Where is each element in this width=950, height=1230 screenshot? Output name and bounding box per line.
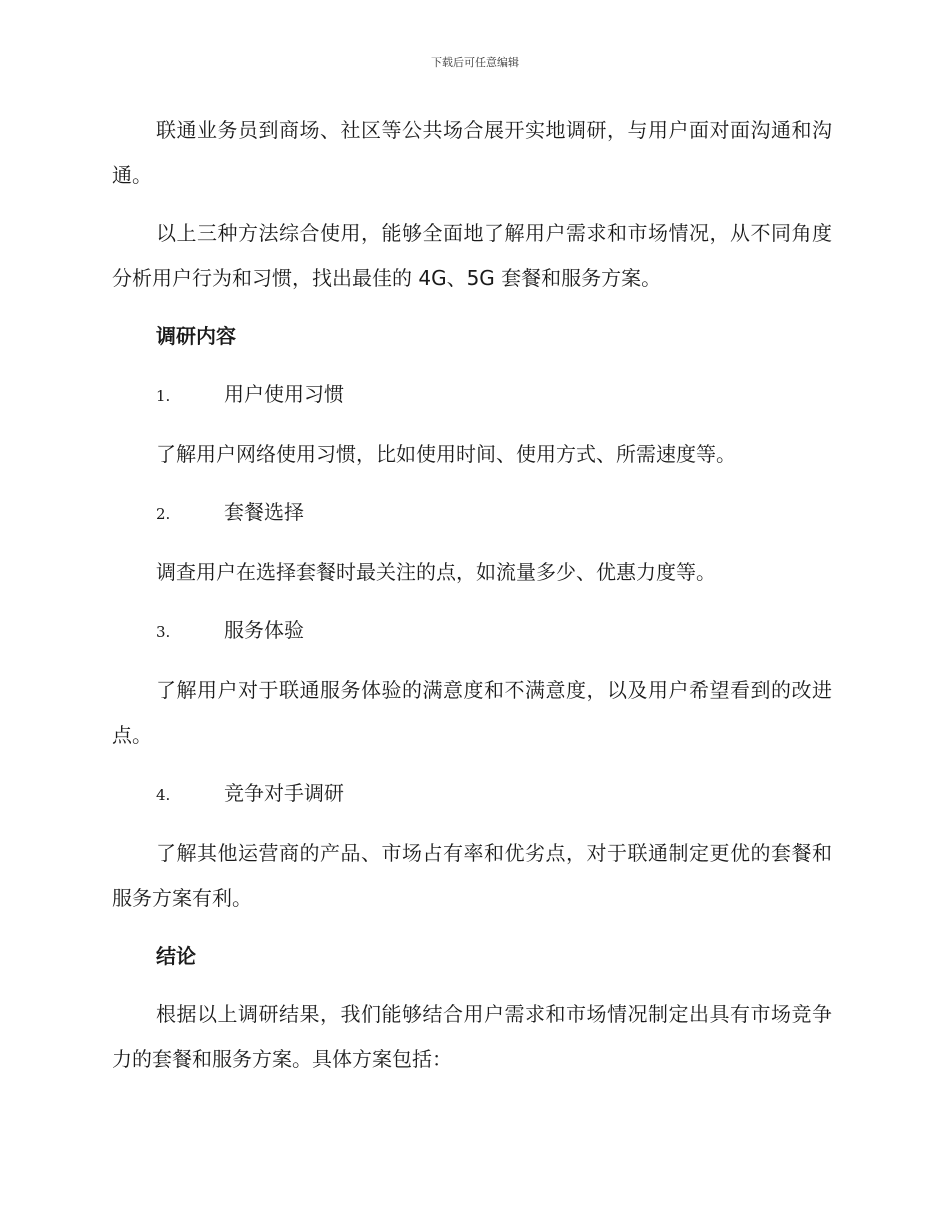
- list-item: [112, 608, 832, 655]
- list-number: 2.: [156, 505, 171, 523]
- list-number: 4.: [156, 786, 171, 804]
- list-title: 服务体验: [224, 618, 304, 642]
- list-number: 3.: [156, 623, 171, 641]
- list-item: [112, 490, 832, 537]
- paragraph-field-survey: 联通业务员到商场、社区等公共场合展开实地调研，与用户面对面沟通和沟通。: [112, 118, 832, 187]
- paragraph-methods-summary: 以上三种方法综合使用，能够全面地了解用户需求和市场情况，从不同角度分析用户行为和习惯，找出最佳的 4G、5G 套餐和服务方案。: [112, 221, 832, 290]
- list-item-description: 了解用户网络使用习惯，比如使用时间、使用方式、所需速度等。: [156, 442, 736, 466]
- document-body: [112, 108, 832, 1095]
- list-title: 用户使用习惯: [224, 382, 344, 406]
- list-title: 竞争对手调研: [224, 781, 344, 805]
- list-title: 套餐选择: [224, 500, 304, 524]
- list-number: 1.: [156, 387, 171, 405]
- list-item: [112, 372, 832, 419]
- list-item-description: 了解其他运营商的产品、市场占有率和优劣点，对于联通制定更优的套餐和服务方案有利。: [112, 841, 832, 910]
- list-item-description: 调查用户在选择套餐时最关注的点，如流量多少、优惠力度等。: [156, 560, 716, 584]
- section-heading-conclusion: 结论: [156, 944, 196, 968]
- list-item-description: 了解用户对于联通服务体验的满意度和不满意度，以及用户希望看到的改进点。: [112, 678, 832, 747]
- section-heading-research: 调研内容: [156, 324, 236, 348]
- page-header: 下载后可任意编辑: [431, 56, 519, 69]
- list-item: [112, 771, 832, 818]
- paragraph-conclusion: 根据以上调研结果，我们能够结合用户需求和市场情况制定出具有市场竞争力的套餐和服务方案。具体方案包括：: [112, 1002, 832, 1071]
